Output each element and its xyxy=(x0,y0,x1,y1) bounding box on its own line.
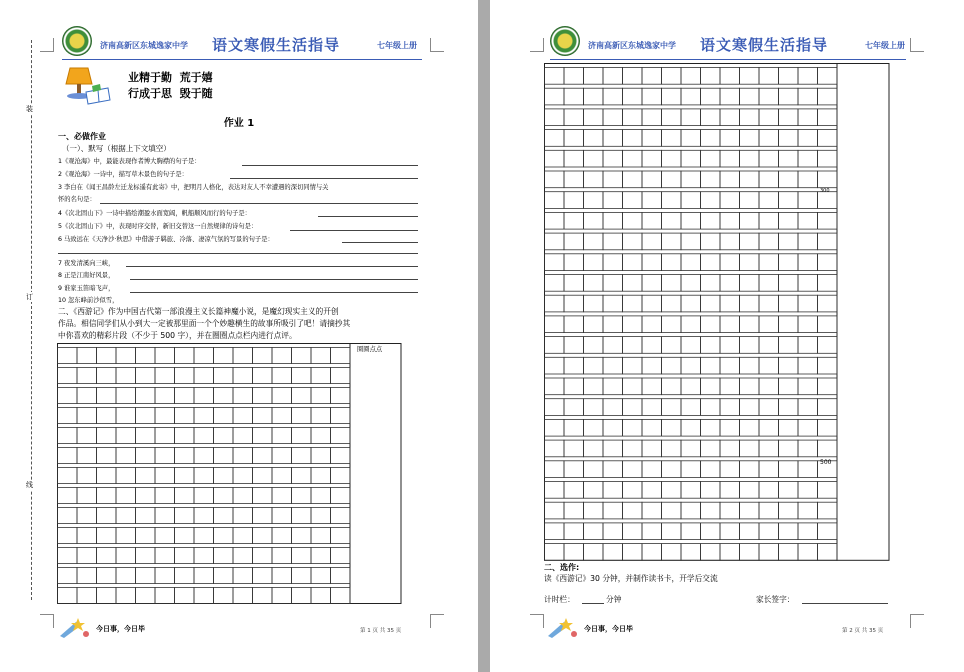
crop-mark xyxy=(430,614,444,628)
item-6: 6 马致远在《天净沙·秋思》中借游子羁旅、冷落、凄凉气氛的写景的句子是： xyxy=(58,236,274,243)
timer-unit: 分钟 xyxy=(606,595,622,604)
item-2: 2《观沧海》一诗中，描写草木景色的句子是： xyxy=(58,171,188,178)
item-3-cont: 怀的名句是： xyxy=(58,196,96,203)
school-logo-icon xyxy=(62,26,92,56)
motto-line-2: 行成于思 毁于随 xyxy=(128,87,213,100)
comment-column-header: 圈圈点点 xyxy=(357,346,383,353)
crop-mark xyxy=(430,38,444,52)
crop-mark xyxy=(40,614,54,628)
item-5: 5《次北固山下》中，表现时序交替，新旧交替这一自然规律的诗句是： xyxy=(58,223,258,230)
crop-mark xyxy=(530,614,544,628)
cut-label: 线 xyxy=(26,481,33,489)
parent-signature-field[interactable] xyxy=(802,603,888,604)
crop-mark xyxy=(40,38,54,52)
section-2-line-3: 中你喜欢的精彩片段（不少于 500 字），并在圈圈点点栏内进行点评。 xyxy=(58,331,297,340)
header-rule xyxy=(550,59,906,60)
header-rule xyxy=(62,59,422,60)
header-title: 语文寒假生活指导 xyxy=(700,36,829,54)
answer-line[interactable] xyxy=(242,165,418,166)
optional-task: 读《西游记》30 分钟，并制作读书卡，开学后交流 xyxy=(544,574,718,583)
subsection-heading: （一）、默写（根据上下文填空） xyxy=(62,144,171,153)
answer-line[interactable] xyxy=(290,230,418,231)
grade-label: 七年级上册 xyxy=(377,41,417,50)
item-8: 8 正是江南好风景， xyxy=(58,272,115,279)
footer-text: 今日事，今日毕 xyxy=(96,624,145,633)
section-1-heading: 一、必做作业 xyxy=(58,132,106,141)
writing-grid-page-2[interactable] xyxy=(544,63,890,561)
section-2-optional-heading: 二、选作: xyxy=(544,563,580,572)
document-page-1 xyxy=(0,0,478,672)
school-name: 济南高新区东城逸家中学 xyxy=(588,41,676,50)
page-number: 第 1 页 共 35 页 xyxy=(360,628,402,634)
page-number: 第 2 页 共 35 页 xyxy=(842,628,884,634)
answer-line[interactable] xyxy=(318,216,418,217)
section-2-line-1: 二、《西游记》作为中国古代第一部浪漫主义长篇神魔小说，是魔幻现实主义的开创 xyxy=(58,307,339,316)
answer-line[interactable] xyxy=(58,253,418,254)
crop-mark xyxy=(910,38,924,52)
timer-label: 计时栏： xyxy=(544,595,575,604)
crop-mark xyxy=(910,614,924,628)
homework-title: 作业 1 xyxy=(223,118,255,129)
item-4: 4《次北固山下》一诗中描绘潮盈水面宽阔，帆船顺风而行的句子是： xyxy=(58,210,251,217)
cut-label: 订 xyxy=(26,293,33,301)
item-3: 3 李白在《闻王昌龄左迁龙标遥有此寄》中，把明月人格化，表达对友人不幸遭遇的深切同情与关 xyxy=(58,184,329,191)
page-header xyxy=(62,24,422,58)
footer-star-icon xyxy=(56,616,92,640)
crop-mark xyxy=(530,38,544,52)
footer-star-icon xyxy=(544,616,580,640)
item-9: 9 谁家玉笛暗飞声， xyxy=(58,285,115,292)
parent-signature-label: 家长签字： xyxy=(756,595,795,604)
page-header xyxy=(550,24,910,58)
header-title: 语文寒假生活指导 xyxy=(212,36,341,54)
word-count-marker-500: 500 xyxy=(820,459,832,466)
document-page-2 xyxy=(490,0,964,672)
lamp-icon xyxy=(62,64,112,108)
school-logo-icon xyxy=(550,26,580,56)
answer-line[interactable] xyxy=(126,266,418,267)
item-1: 1《观沧海》中，最能表现作者博大胸襟的句子是： xyxy=(58,158,201,165)
cut-label: 装 xyxy=(26,105,33,113)
item-10: 10 忽东峰前沙似雪， xyxy=(58,297,119,304)
footer-text: 今日事，今日毕 xyxy=(584,624,633,633)
writing-grid-page-1[interactable] xyxy=(57,343,402,605)
motto-line-1: 业精于勤 荒于嬉 xyxy=(128,71,213,84)
section-2-line-2: 作品。相信同学们从小到大一定被那里面一个个妙趣横生的故事所吸引了吧！请摘抄其 xyxy=(58,319,351,328)
school-name: 济南高新区东城逸家中学 xyxy=(100,41,188,50)
binding-cut-line xyxy=(31,40,32,600)
grade-label: 七年级上册 xyxy=(865,41,905,50)
answer-line[interactable] xyxy=(230,178,418,179)
word-count-marker-300: 300 xyxy=(820,188,830,194)
timer-input[interactable] xyxy=(582,603,604,604)
item-7: 7 夜发清溪向三峡， xyxy=(58,260,115,267)
answer-line[interactable] xyxy=(130,292,418,293)
answer-line[interactable] xyxy=(100,203,418,204)
answer-line[interactable] xyxy=(342,242,418,243)
answer-line[interactable] xyxy=(130,279,418,280)
motto xyxy=(128,70,213,102)
